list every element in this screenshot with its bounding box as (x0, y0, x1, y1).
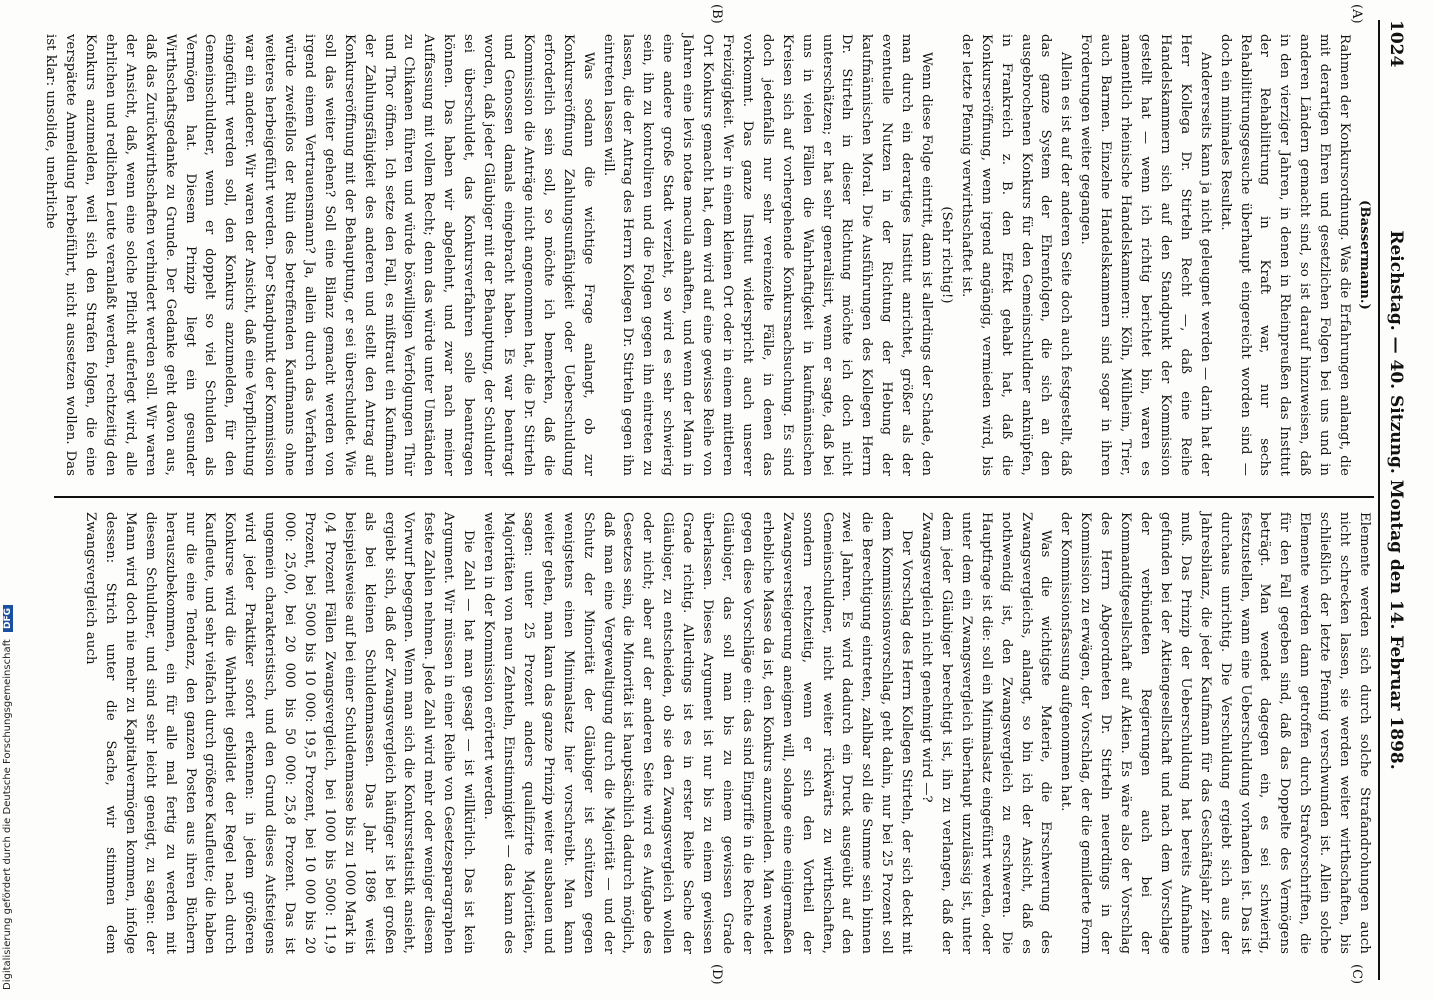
dfg-logo: DFG (3, 605, 13, 632)
paragraph: Wenn diese Folge eintritt, dann ist allerdings der Schade, den man durch ein derartiges Institut anrichtet, größer als der eventuelle Nutzen in der Richtung der Hebung der kaufmännischen Moral. Die Ausführungen des Kollegen Herrn Dr. Stirteln in dieser Richtung möchte ich doch nicht unterschätzen; er hat sehr generalisirt, wenn er sagte, daß bei uns in vielen Fällen die Wahrhaftigkeit in kaufmännischen Kreisen sich auf vorhergehende Konkursnachsuchung. Es sind doch jedenfalls nur sehr vereinzelte Fälle, in denen das vorkommt. Das ganze Institut widerspricht auch unserer Freizügigkeit. Wer in einem kleinen Ort oder in einem mittleren Ort Konkurs gemacht hat, dem wird auf eine gewisse Reihe von Jahren eine levis notae macula anhaften, und wenn der Mann in eine andere große Stadt verzieht, so wird es sehr schwierig sein, ihn zu kontroliren und die Folgen gegen ihn eintreten zu lassen, die der Antrag des Herrn Kollegen Dr. Stirteln gegen ihn eintreten lassen will. (600, 34, 935, 476)
left-column (43, 34, 1374, 476)
paragraph: Andererseits kann ja nicht geleugnet werden — darin hat der Herr Kollega Dr. Stirteln Recht —, daß eine Reihe Handelskammern sich auf den Standpunkt der Kommission gestellt hat — wenn ich richtig berichtet bin, waren es namentlich rheinische Handelskammern: Köln, Mülheim, Trier, auch Barmen. Einzelne Handelskammern sind sogar in ihren Forderungen weiter gegangen. (1078, 34, 1213, 476)
margin-mark-b: (B) (709, 4, 724, 24)
header-rule (1378, 20, 1380, 980)
column-divider (54, 496, 1374, 498)
credit-text: Digitalisierung gefördert durch die Deutsche Forschungsgemeinschaft (2, 639, 13, 990)
header-title: Reichstag. — 40. Sitzung. Montag den 14. Februar 1898. (1386, 230, 1406, 770)
margin-mark-d: (D) (709, 964, 724, 985)
paragraph: Was sodann die wichtige Frage anlangt, ob zur Konkurseröffnung Zahlungsunfähigkeit oder Ueberschuldung erforderlich sein soll, so möchte ich bemerken, daß die Kommission die Anträge nicht angenommen hat, die Dr. Stirteln und Genossen damals eingebracht haben. Es war beantragt worden, daß jeder Gläubiger mit der Behauptung, der Schuldner sei überschuldet, das Konkursverfahren solle beantragen können. Das haben wir abgelehnt, und zwar nach meiner Auffassung mit vollem Recht; denn das würde unter Umständen zu Chikanen führen und würde böswilligen Verfolgungen Thür und Thor öffnen. Ich setze den Fall, es mißtraut ein Kaufmann der Zahlungsfähigkeit des anderen und stellt den Antrag auf Konkurseröffnung mit der Behauptung, er sei überschuldet. Wie soll das weiter gehen? Soll eine Bilanz gemacht werden von irgend einem Vertrauensmann? Ja, allein durch das Verfahren würde zweifellos der Ruin des betreffenden Kaufmanns ohne weiteres herbeigeführt werden. Der Standpunkt der Kommission war ein anderer. Wir waren der Ansicht, daß eine Verpflichtung eingeführt werden soll, den Konkurs anzumelden, für den Gemeinschuldner, wenn er doppelt so viel Schulden als Vermögen hat. Diesem Prinzip liegt ein gesunder Wirthschaftsgedanke zu Grunde. Der Gedanke geht davon aus, daß das Zurückwirthschaften verhindert werden soll. Wir waren der Ansicht, daß, wenn eine solche Pflicht auferlegt wird, alle ehrlichen und redlichen Leute veranlaßt werden, rechtzeitig den Konkurs anzumelden, weil sich den Strafen folgen, die eine verspätete Anmeldung herbeiführt, nicht aussetzen wollen. Das ist klar: unsolide, unehrliche (43, 34, 596, 476)
paragraph: Rahmen der Konkursordnung. Was die Erfahrungen anlangt, die mit derartigen Ehren und gesetzlichen Folgen bei uns und in anderen Ländern gemacht sind, so ist darauf hinzuweisen, daß in den vierziger Jahren, in denen in Rheinpreußen das Institut der Rehabilitirung in Kraft war, nur sechs Rehabilitirungsgesuche überhaupt eingereicht worden sind — doch ein minimales Resultat. (1217, 34, 1353, 476)
running-header (1376, 20, 1406, 980)
digitization-credit (2, 520, 16, 990)
newspaper-sheet (14, 0, 1414, 1000)
paragraph: Was die wichtigste Materie, die Erschwerung des Zwangsvergleichs, anlangt, so bin ich der Ansicht, daß es nothwendig ist, den Zwangsvergleich zu erschweren. Die Hauptfrage ist die: soll ein Minimalsatz eingeführt werden, oder unter dem ein Zwangsvergleich überhaupt unzulässig ist, unter dem jeder Gläubiger berechtigt ist, ihn zu verlangen, daß der Zwangsvergleich nicht genehmigt wird —? (919, 512, 1054, 954)
paragraph: Allein es ist auf der anderen Seite doch auch festgestellt, daß das ganze System der Ehrenfolgen, die sich an den ausgebrochenen Konkurs für den Gemeinschuldner anknüpfen, in Frankreich z. B. den Effekt gehabt hat, daß die Konkurseröffnung, wenn irgend angängig, vermieden wird, bis der letzte Pfennig verwirthschaftet ist. (958, 34, 1074, 476)
margin-mark-a: (A) (1349, 4, 1364, 24)
paragraph: Die Zahl — hat man gesagt — ist willkürlich. Das ist kein Argument. Wir müssen in einer Reihe von Gesetzesparagraphen feste Zahlen nehmen. Jede Zahl wird mehr oder weniger diesem Vorwurf begegnen. Wenn man sich die Konkursstatistik ansieht, ergiebt sich, daß der Zwangsvergleich häufiger ist bei großen als bei kleinen Schuldenmassen. Das Jahr 1896 weist beispielsweise auf bei einer Schuldenmasse bis zu 1000 Mark in 0,4 Prozent Fällen Zwangsvergleich, bei 1000 bis 5000: 11,9 Prozent, bei 5000 bis 10 000: 19,5 Prozent, bei 10 000 bis 20 000: 25,00, bei 20 000 bis 50 000: 25,8 Prozent. Das ist ungemein charakteristisch, und den Grund dieses Aufsteigens wird jeder Praktiker sofort erkennen: in jedem größeren Konkurse wird die Wahrheit gebildet der Regel nach durch Kaufleute, und sehr vielfach durch größere Kaufleute; die haben nur die eine Tendenz, den ganzen Posten aus ihren Büchern herauszubekommen, ein für alle mal fertig zu werden mit diesem Schuldner, und sind sehr leicht geneigt, zu sagen: der Mann wird doch nie mehr zu Kapitalvermögen kommen, infolge dessen: Strich unter die Sache, wir stimmen dem Zwangsvergleich auch (83, 512, 477, 954)
paragraph: Elemente werden sich durch solche Strafandrohungen auch nicht schrecken lassen, sie werden weiter wirthschaften, bis schließlich der letzte Pfennig verschwunden ist. Allein solche Elemente werden dann getroffen durch Strafvorschriften, die für den Fall gegeben sind, daß das Doppelte des Vermögens beträgt. Man wendet dagegen ein, es sei schwierig, festzustellen, wann eine Ueberschuldung vorhanden ist. Das ist durchaus unrichtig. Die Verschuldung ergiebt sich aus der Jahresbilanz, die jeder Kaufmann für das Geschäftsjahr ziehen muß. Das Prinzip der Ueberschuldung hat bereits Aufnahme gefunden bei der Aktiengesellschaft und nach dem Vorschlage der verbündeten Regierungen auch bei der Kommanditgesellschaft auf Aktien. Es wäre also der Vorschlag des Herrn Abgeordneten Dr. Stirteln neuerdings in der Kommission zu erwägen, der Vorschlag, der die gemilderte Form der Kommissionsfassung aufgenommen hat. (1058, 512, 1372, 954)
speaker-name: (Bassermann.) (1357, 200, 1372, 310)
paragraph: Der Vorschlag des Herrn Kollegen Stirteln, der sich deckt mit dem Kommissionsvorschlag, geht dahin, nur bei 25 Prozent soll die Berechtigung eintreten, zahlbar soll die Summe sein binnen zwei Jahren. Es wird dadurch ein Druck ausgeübt auf den Gemeinschuldner, nicht weiter rückwärts zu wirthschaften, sondern rechtzeitig, wenn er sich den Vortheil der Zwangsversteigerung aneignen will, solange eine einigermaßen erhebliche Masse da ist, den Konkurs anzumelden. Man wendet gegen diese Vorschläge ein: das sind Eingriffe in die Rechte der Gläubiger, das soll man bis zu einem gewissen Grade überlassen. Dieses Argument ist nur bis zu einem gewissen Grade richtig. Allerdings ist es in erster Reihe Sache der Gläubiger, zu entscheiden, ob sie den Zwangsvergleich wollen oder nicht; aber auf der anderen Seite wird es Aufgabe des Gesetzes sein, die Minorität ist hauptsächlich dadurch möglich, daß man eine Vergewaltigung durch die Majorität — und der Schutz der Minorität der Gläubiger ist schützen gegen wenigstens einen Minimalsatz hier vorschreibt. Man kann weiter gehen, man kann das ganze Prinzip weiter ausbauen und sagen: unter 25 Prozent anders qualifizirte Majoritäten, Majoritäten von neun Zehnteln, Einstimmigkeit — das kann des weiteren in der Kommission erörtert werden. (481, 512, 915, 954)
page-number: 1024 (1386, 20, 1406, 68)
right-column (54, 512, 1374, 954)
interjection: (Sehr richtig!) (938, 206, 954, 304)
margin-mark-c: (C) (1349, 964, 1364, 985)
